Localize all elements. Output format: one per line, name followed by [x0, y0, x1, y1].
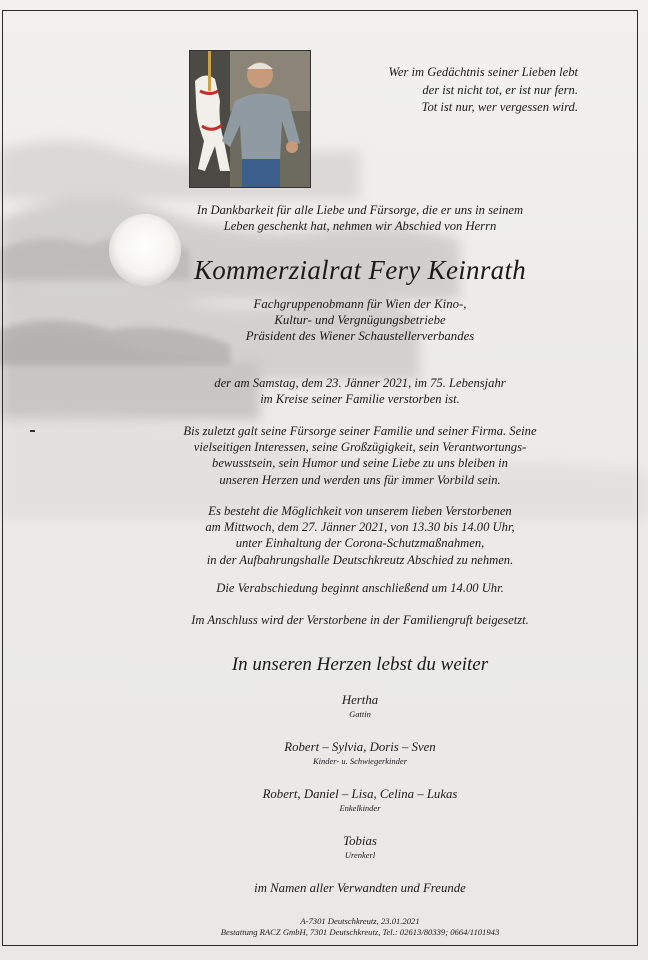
- viewing-line: unter Einhaltung der Corona-Schutzmaßnahmen,: [235, 536, 485, 551]
- motto-quote: [330, 64, 578, 117]
- farewell-text: [60, 580, 648, 596]
- mourner-names: Hertha: [341, 693, 379, 707]
- motto-line: Wer im Gedächtnis seiner Lieben lebt: [388, 65, 578, 79]
- viewing-line: am Mittwoch, dem 27. Jänner 2021, von 13.30 bis 14.00 Uhr,: [205, 520, 515, 535]
- viewing-line: in der Aufbahrungshalle Deutschkreutz Abschied zu nehmen.: [206, 552, 514, 567]
- mourner-names: Tobias: [343, 834, 377, 848]
- deceased-name: Kommerzialrat Fery Keinrath: [193, 255, 527, 285]
- mourner-relation: Urenkerl: [344, 850, 376, 860]
- mourner-relation: Gattin: [349, 709, 371, 719]
- mourner-entry: [60, 692, 648, 720]
- tribute-paragraph: [60, 423, 648, 488]
- mourner-entry: [60, 739, 648, 767]
- title-line: Präsident des Wiener Schaustellerverbandes: [245, 329, 475, 344]
- death-notice-line: der am Samstag, dem 23. Jänner 2021, im 75. Lebensjahr: [214, 376, 506, 390]
- tribute-line: unseren Herzen und werden uns für immer Vorbild sein.: [219, 472, 501, 487]
- burial-text: [60, 612, 648, 628]
- motto-line: der ist nicht tot, er ist nur fern.: [422, 82, 578, 97]
- footer-line: Bestattung RACZ GmbH, 7301 Deutschkreutz, Tel.: 02613/80339; 0664/1101943: [220, 926, 500, 937]
- tribute-line: Bis zuletzt galt seine Fürsorge seiner Familie und seiner Firma. Seine: [183, 424, 537, 438]
- title-line: Kultur- und Vergnügungsbetriebe: [274, 313, 446, 328]
- farewell-line: Die Verabschiedung beginnt anschließend um 14.00 Uhr.: [216, 581, 504, 595]
- portrait-photo: [189, 50, 311, 188]
- mourner-entry: [60, 786, 648, 814]
- mourner-names: Robert, Daniel – Lisa, Celina – Lukas: [262, 787, 458, 801]
- death-notice-line: im Kreise seiner Familie verstorben ist.: [260, 392, 460, 407]
- burial-line: Im Anschluss wird der Verstorbene in der Familiengruft beigesetzt.: [191, 613, 529, 627]
- title-line: Fachgruppenobmann für Wien der Kino-,: [253, 297, 467, 311]
- closing-motto: In unseren Herzen lebst du weiter: [231, 654, 489, 675]
- mourner-entry: [60, 833, 648, 861]
- tribute-line: vielseitigen Interessen, seine Großzügigkeit, sein Verantwortungs-: [193, 440, 527, 455]
- stray-mark: [30, 430, 35, 432]
- mourner-names: Robert – Sylvia, Doris – Sven: [284, 740, 436, 754]
- deceased-titles: [60, 296, 648, 345]
- funeral-home-footer: [60, 916, 648, 937]
- motto-line: Tot ist nur, wer vergessen wird.: [421, 100, 578, 115]
- death-notice: [60, 375, 648, 407]
- mourner-relation: Kinder- u. Schwiegerkinder: [312, 756, 408, 766]
- tribute-line: bewusstsein, sein Humor und seine Liebe zu uns bleiben in: [212, 456, 508, 471]
- intro-text: [60, 202, 648, 234]
- intro-line: In Dankbarkeit für alle Liebe und Fürsorge, die er uns in seinem: [196, 203, 524, 217]
- intro-line: Leben geschenkt hat, nehmen wir Abschied von Herrn: [223, 219, 497, 234]
- mourner-relation: Enkelkinder: [339, 803, 381, 813]
- relatives-text: [60, 880, 648, 896]
- relatives-line: im Namen aller Verwandten und Freunde: [254, 881, 466, 895]
- viewing-line: Es besteht die Möglichkeit von unserem lieben Verstorbenen: [208, 504, 512, 518]
- footer-line: A-7301 Deutschkreutz, 23.01.2021: [300, 916, 420, 926]
- viewing-paragraph: [60, 503, 648, 568]
